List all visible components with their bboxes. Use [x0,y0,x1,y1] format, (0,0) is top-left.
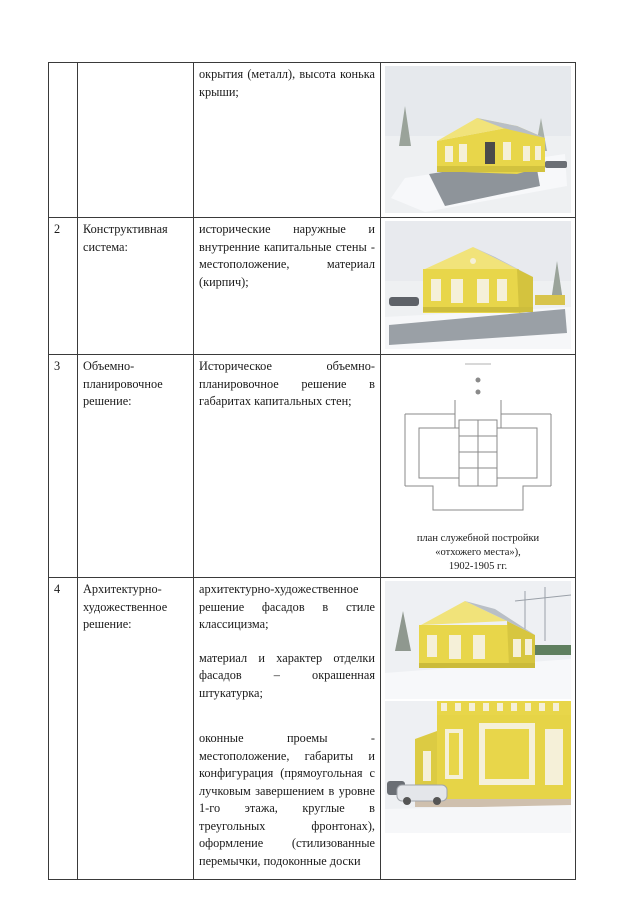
building-photo [385,581,571,699]
desc-paragraph: оконные проемы - местоположение, габариты и конфигурация (прямоугольная с лучковым завершением в уровне 1-го этажа, круглые в треугольных фронтонах), оформление (стилизованные перемычки, подоконные доски [199,731,375,868]
row-name: Архитектурно-художественное решение: [78,578,194,880]
table-row [49,218,576,355]
building-photo [385,221,571,349]
row-image-cell [381,218,576,355]
spec-table [48,62,576,880]
row-description [194,355,381,578]
table-row [49,355,576,578]
row-name: Конструктивная система: [78,218,194,355]
row-image-cell [381,355,576,578]
row-number: 2 [49,218,78,355]
desc-paragraph: материал и характер отделки фасадов – окрашенная штукатурка; [199,650,375,700]
row-number: 3 [49,355,78,578]
row-description [194,218,381,355]
row-image-cell [381,578,576,880]
image-caption: план служебной постройки «отхожего места»), 1902-1905 гг. [416,533,540,572]
row-name: Объемно-планировочное решение: [78,355,194,578]
table-row [49,578,576,880]
desc-paragraph: Историческое объемно-планировочное решение в габаритах капитальных стен; [199,359,375,408]
building-photo [385,701,571,833]
row-number: 4 [49,578,78,880]
row-description [194,578,381,880]
building-photo [385,66,571,213]
row-description [194,63,381,218]
row-image-cell [381,63,576,218]
table-row [49,63,576,218]
desc-paragraph: исторические наружные и внутренние капитальные стены - местоположение, материал (кирпич); [199,222,375,289]
desc-paragraph: окрытия (металл), высота конька крыши; [199,67,375,99]
desc-paragraph: архитектурно-художественное решение фасадов в стиле классицизма; [199,582,375,631]
floor-plan-drawing [385,358,571,530]
row-number [49,63,78,218]
row-name [78,63,194,218]
